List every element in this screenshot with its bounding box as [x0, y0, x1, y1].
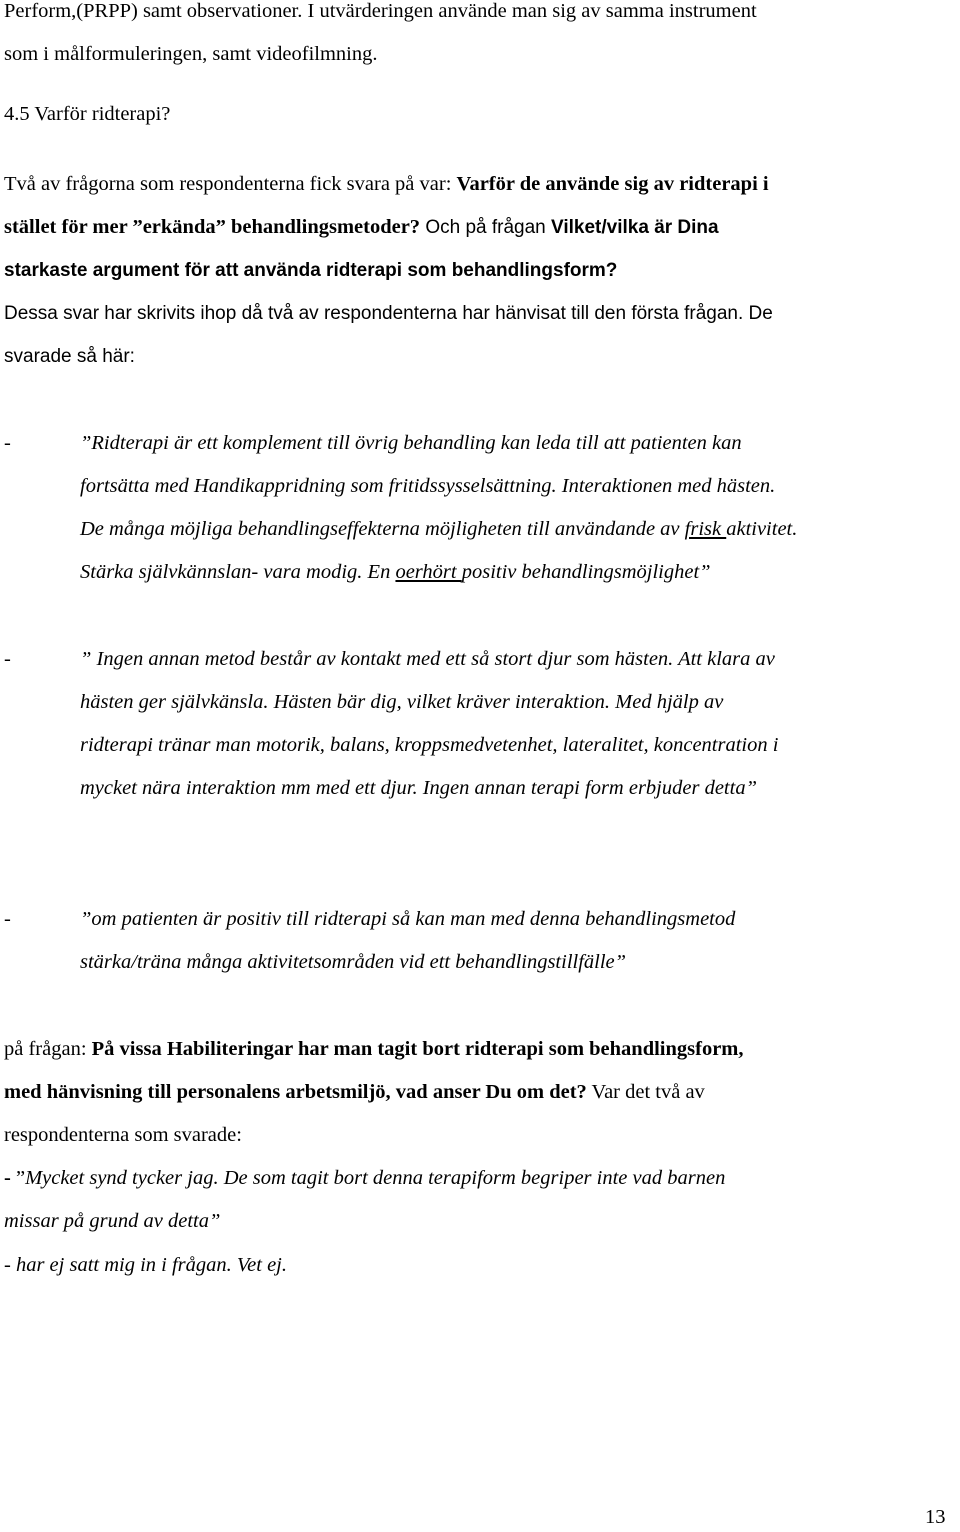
section-heading: 4.5 Varför ridterapi?	[4, 103, 171, 125]
answer-text: Mycket synd tycker jag. De som tagit bort denna terapiform begriper inte vad barnen	[25, 1167, 726, 1189]
page-number: 13	[925, 1506, 946, 1528]
list-dash: -	[4, 648, 11, 670]
list-dash: -	[4, 908, 11, 930]
quote-line: fortsätta med Handikappridning som fritidssysselsättning. Interaktionen med hästen.	[80, 475, 776, 497]
paragraph-line: som i målformuleringen, samt videofilmning.	[4, 43, 378, 65]
paragraph-line	[4, 1071, 956, 1114]
bold-question: med hänvisning till personalens arbetsmiljö, vad anser Du om det?	[4, 1081, 587, 1103]
paragraph-line: Dessa svar har skrivits ihop då två av respondenterna har hänvisat till den första frågan. De	[4, 303, 773, 324]
list-dash: -	[4, 432, 11, 454]
bold-question: Vilket/vilka är Dina	[551, 217, 719, 238]
bold-question: På vissa Habiliteringar har man tagit bort ridterapi som behandlingsform,	[91, 1038, 744, 1060]
paragraph-line: svarade så här:	[4, 346, 135, 367]
paragraph-line: respondenterna som svarade:	[4, 1124, 242, 1146]
answer-line	[4, 1157, 956, 1200]
paragraph-line	[4, 206, 956, 249]
text-run: positiv behandlingsmöjlighet”	[461, 561, 711, 583]
paragraph-line	[4, 163, 956, 206]
quote-mark: ”	[15, 1167, 26, 1189]
quote-line: hästen ger självkänsla. Hästen bär dig, vilket kräver interaktion. Med hjälp av	[80, 691, 724, 713]
text-run: på frågan:	[4, 1038, 92, 1060]
answer-line: missar på grund av detta”	[4, 1210, 221, 1232]
quote-line: ”om patienten är positiv till ridterapi så kan man med denna behandlingsmetod	[80, 908, 736, 930]
quote-line	[80, 508, 956, 551]
quote-line: mycket nära interaktion mm med ett djur. Ingen annan terapi form erbjuder detta”	[80, 777, 757, 799]
quote-line	[80, 551, 956, 594]
text-run: Och på frågan	[420, 217, 552, 238]
answer-line: - har ej satt mig in i frågan. Vet ej.	[4, 1254, 287, 1276]
paragraph-line: starkaste argument för att använda ridterapi som behandlingsform?	[4, 260, 618, 281]
text-run: Två av frågorna som respondenterna fick svara på var:	[4, 173, 457, 195]
paragraph-line	[4, 1028, 956, 1071]
underlined-word: frisk	[684, 518, 727, 540]
text-run: Var det två av	[586, 1081, 705, 1103]
answer-dash: -	[4, 1167, 16, 1189]
text-run: De många möjliga behandlingseffekterna möjligheten till användande av	[80, 518, 685, 540]
quote-line: ” Ingen annan metod består av kontakt med ett så stort djur som hästen. Att klara av	[80, 648, 775, 670]
quote-line: stärka/träna många aktivitetsområden vid ett behandlingstillfälle”	[80, 951, 627, 973]
text-run: aktivitet.	[726, 518, 798, 540]
quote-line: ridterapi tränar man motorik, balans, kroppsmedvetenhet, lateralitet, koncentration i	[80, 734, 779, 756]
quote-line: ”Ridterapi är ett komplement till övrig behandling kan leda till att patienten kan	[80, 432, 742, 454]
text-run: Stärka självkännslan- vara modig. En	[80, 561, 396, 583]
bold-question: Varför de använde sig av ridterapi i	[456, 173, 769, 195]
underlined-word: oerhört	[395, 561, 462, 583]
bold-question: stället för mer ”erkända” behandlingsmetoder?	[4, 216, 421, 238]
paragraph-line: Perform,(PRPP) samt observationer. I utvärderingen använde man sig av samma instrument	[4, 0, 757, 22]
